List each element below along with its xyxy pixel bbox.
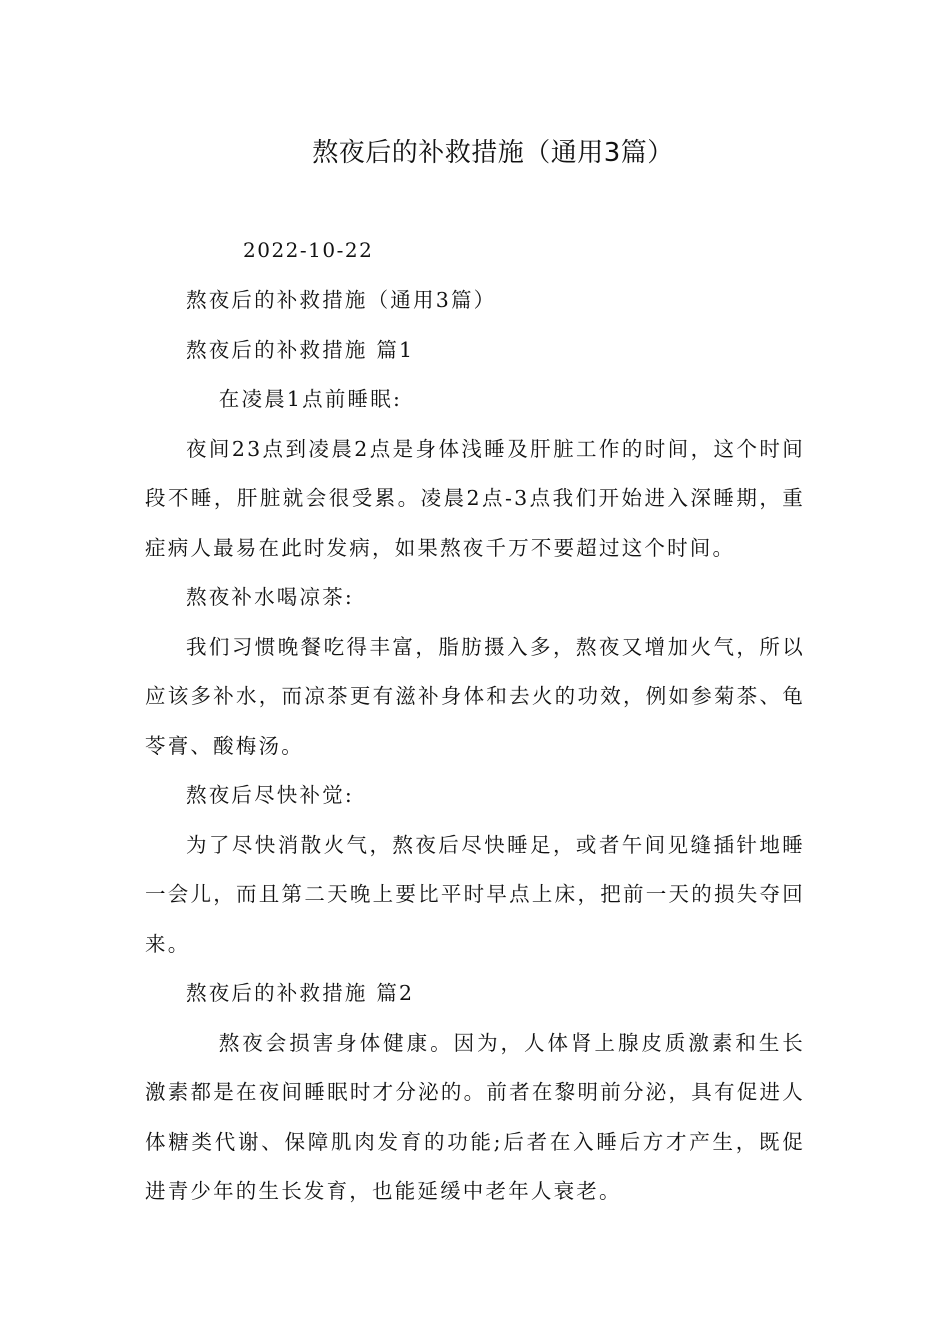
section-heading-2: 熬夜后的补救措施 篇2: [186, 981, 415, 1005]
paragraph-subtitle: 熬夜后的补救措施（通用3篇）: [186, 288, 497, 312]
document-title: 熬夜后的补救措施（通用3篇）: [312, 138, 674, 168]
tip-heading-nap: 熬夜后尽快补觉:: [186, 783, 355, 807]
tip-heading-tea: 熬夜补水喝凉茶:: [186, 585, 355, 609]
paragraph-health: 熬夜会损害身体健康。因为，人体肾上腺皮质激素和生长激素都是在夜间睡眠时才分泌的。前者在黎明前分泌，具有促进人体糖类代谢、保障肌肉发育的功能;后者在入睡后方才产生，既促进青少年的生长发育，也能延缓中老年人衰老。: [145, 1030, 805, 1203]
paragraph-sleep: 夜间23点到凌晨2点是身体浅睡及肝脏工作的时间，这个时间段不睡，肝脏就会很受累。凌晨2点-3点我们开始进入深睡期，重症病人最易在此时发病，如果熬夜千万不要超过这个时间。: [145, 436, 805, 560]
paragraph-tea: 我们习惯晚餐吃得丰富，脂肪摄入多，熬夜又增加火气，所以应该多补水，而凉茶更有滋补身体和去火的功效，例如参菊茶、龟苓膏、酸梅汤。: [145, 634, 805, 758]
document-body: [145, 276, 805, 1217]
paragraph-nap: 为了尽快消散火气，熬夜后尽快睡足，或者午间见缝插针地睡一会儿，而且第二天晚上要比平时早点上床，把前一天的损失夺回来。: [145, 832, 805, 956]
document-date: 2022-10-22: [243, 238, 374, 262]
tip-heading-sleep: 在凌晨1点前睡眠:: [218, 387, 403, 411]
section-heading-1: 熬夜后的补救措施 篇1: [186, 337, 415, 362]
